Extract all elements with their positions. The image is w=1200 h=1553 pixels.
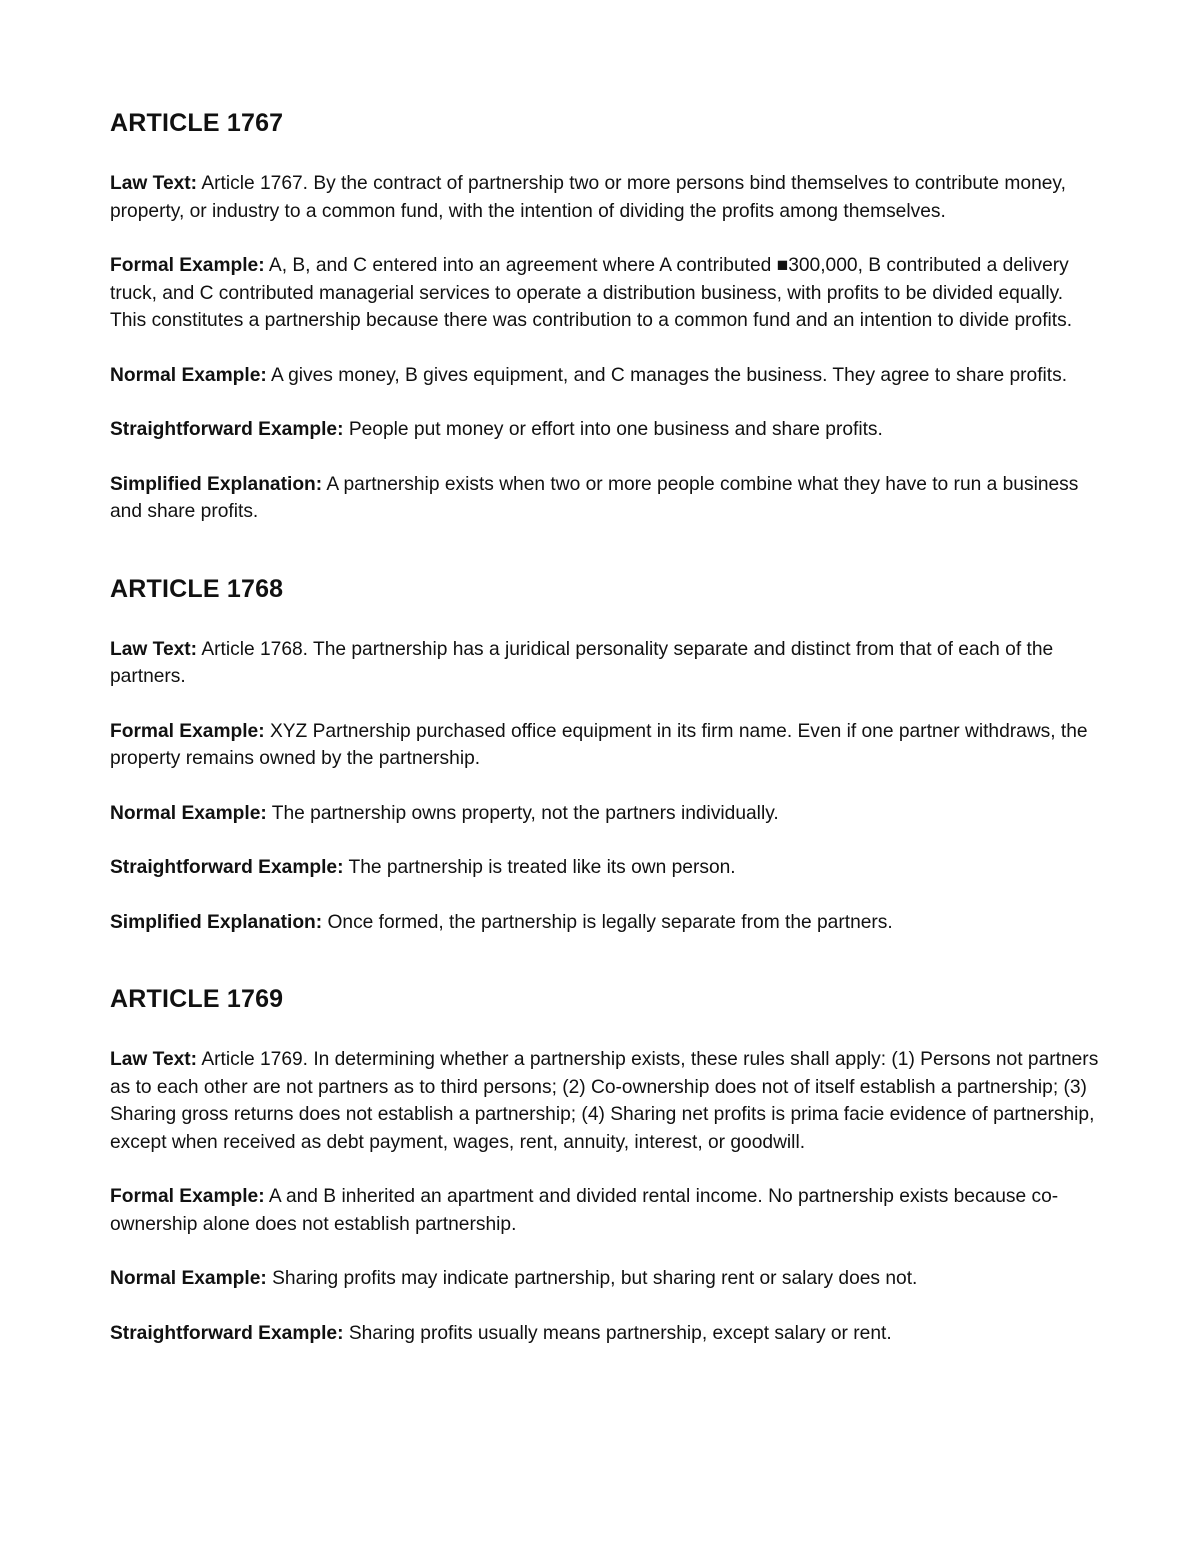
entry-label: Formal Example: xyxy=(110,720,265,742)
entry-label: Normal Example: xyxy=(110,802,267,824)
entry-text: A gives money, B gives equipment, and C manages the business. They agree to share profits. xyxy=(266,364,1068,386)
entry-text: XYZ Partnership purchased office equipment in its firm name. Even if one partner withdraws, the property remains owned by the partnership. xyxy=(110,720,1088,769)
entry-label: Formal Example: xyxy=(110,1186,265,1207)
entry-text: A partnership exists when two or more people combine what they have to run a business and share profits. xyxy=(110,473,1079,522)
straightforward-example-paragraph xyxy=(110,416,1100,444)
article-1769 xyxy=(110,984,1100,1347)
simplified-explanation-paragraph xyxy=(110,909,1100,937)
article-1768 xyxy=(110,574,1100,937)
entry-text: A and B inherited an apartment and divided rental income. No partnership exists because co-ownership alone does not establish partnership. xyxy=(110,1186,1059,1235)
normal-example-paragraph xyxy=(110,800,1100,828)
entry-label: Straightforward Example: xyxy=(110,1322,344,1344)
law-text-paragraph xyxy=(110,170,1100,225)
entry-label: Normal Example: xyxy=(110,1268,267,1289)
article-1767 xyxy=(110,108,1100,526)
formal-example-paragraph xyxy=(110,1183,1100,1238)
document-page xyxy=(110,108,1100,1395)
entry-text: Article 1769. In determining whether a partnership exists, these rules shall apply: (1) Persons not partners as to each other are not partners as to third persons; (2) Co-ownership does not of itself establish a partnership; (3) Sharing gross returns does not establish a partnership; (4) Sharing net profits is prima facie evidence of partnership, except when received as debt payment, wages, rent, annuity, interest, or goodwill. xyxy=(110,1049,1099,1153)
entry-label: Straightforward Example: xyxy=(110,857,344,878)
entry-label: Formal Example: xyxy=(110,255,265,276)
entry-text: Sharing profits may indicate partnership, but sharing rent or salary does not. xyxy=(266,1268,918,1289)
straightforward-example-paragraph xyxy=(110,1320,1100,1348)
formal-example-paragraph xyxy=(110,718,1100,773)
entry-text: The partnership owns property, not the partners individually. xyxy=(266,802,779,824)
entry-text: Article 1767. By the contract of partnership two or more persons bind themselves to contribute money, property, or industry to a common fund, with the intention of dividing the profits among themselves. xyxy=(110,173,1066,222)
entry-text: Once formed, the partnership is legally separate from the partners. xyxy=(322,911,893,933)
law-text-paragraph xyxy=(110,636,1100,691)
entry-text: Article 1768. The partnership has a juridical personality separate and distinct from that of each of the partners. xyxy=(110,638,1054,687)
entry-label: Law Text: xyxy=(110,1049,198,1070)
entry-text: Sharing profits usually means partnership, except salary or rent. xyxy=(343,1322,892,1344)
article-heading: ARTICLE 1769 xyxy=(110,985,284,1013)
simplified-explanation-paragraph xyxy=(110,471,1100,526)
article-heading: ARTICLE 1767 xyxy=(110,109,284,137)
normal-example-paragraph xyxy=(110,362,1100,390)
straightforward-example-paragraph xyxy=(110,854,1100,882)
formal-example-paragraph xyxy=(110,252,1100,335)
article-heading: ARTICLE 1768 xyxy=(110,574,284,603)
entry-text: The partnership is treated like its own person. xyxy=(343,857,736,878)
entry-label: Law Text: xyxy=(110,638,198,660)
normal-example-paragraph xyxy=(110,1265,1100,1293)
entry-text: People put money or effort into one business and share profits. xyxy=(343,419,883,440)
law-text-paragraph xyxy=(110,1046,1100,1156)
entry-label: Normal Example: xyxy=(110,364,267,386)
entry-text: A, B, and C entered into an agreement where A contributed ■300,000, B contributed a delivery truck, and C contributed managerial services to operate a distribution business, with profits to be divided equally. This constitutes a partnership because there was contribution to a common fund and an intention to divide profits. xyxy=(110,255,1073,331)
entry-label: Simplified Explanation: xyxy=(110,911,323,933)
entry-label: Law Text: xyxy=(110,173,198,194)
entry-label: Simplified Explanation: xyxy=(110,473,323,495)
entry-label: Straightforward Example: xyxy=(110,419,344,440)
